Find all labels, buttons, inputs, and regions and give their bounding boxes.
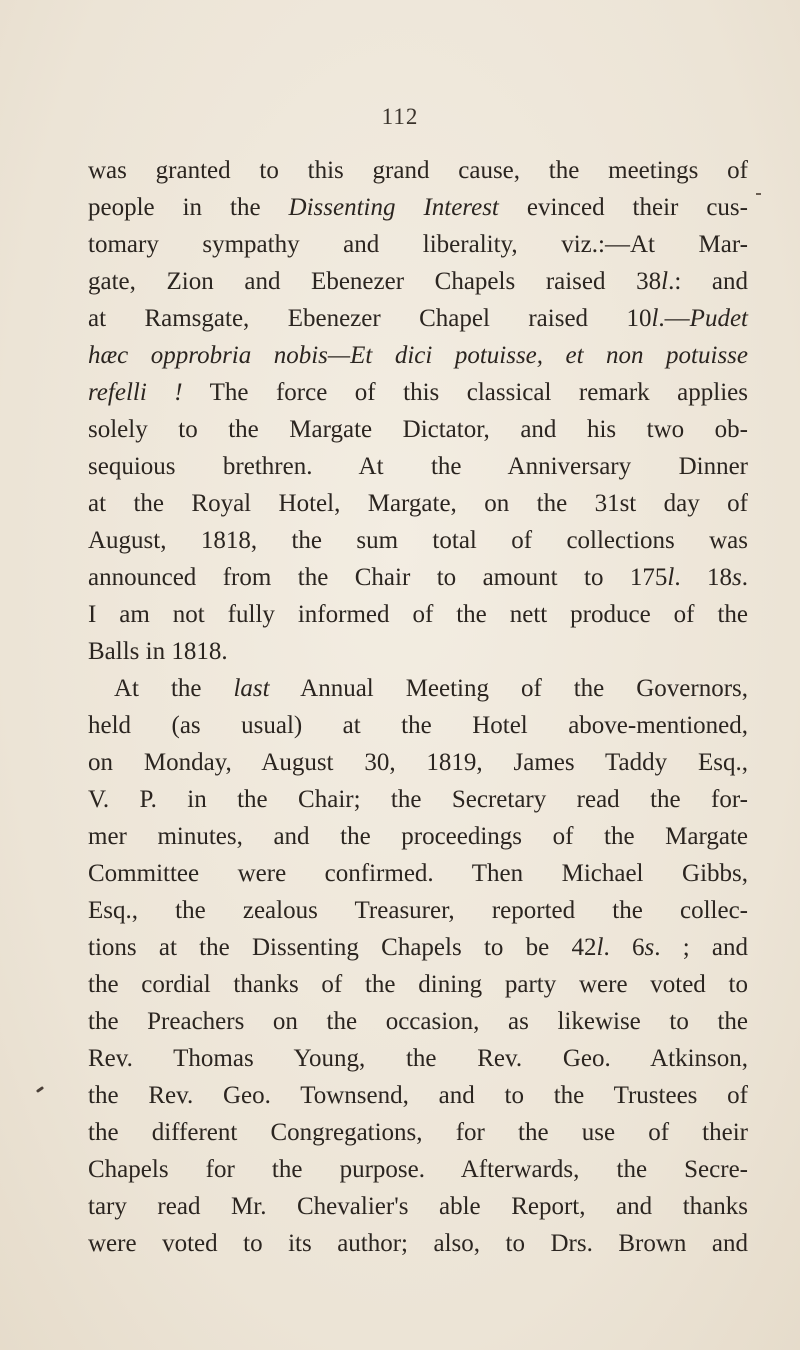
- text-segment: .: and: [668, 268, 749, 295]
- text-segment: Dissenting Interest: [288, 194, 499, 221]
- text-line: [88, 374, 748, 411]
- text-segment: gate, Zion and Ebenezer Chapels raised 38: [88, 268, 662, 295]
- text-segment: Pudet: [689, 305, 748, 332]
- text-line: [88, 1225, 748, 1262]
- text-segment: Rev. Thomas Young, the Rev. Geo. Atkinson,: [88, 1045, 748, 1072]
- text-segment: V. P. in the Chair; the Secretary read the for-: [88, 786, 748, 813]
- text-segment: the Preachers on the occasion, as likewise to the: [88, 1008, 748, 1035]
- text-line: [88, 337, 748, 374]
- margin-mark: [36, 1086, 44, 1093]
- text-segment: . 6: [603, 934, 645, 961]
- text-line: [88, 448, 748, 485]
- text-line: [88, 818, 748, 855]
- text-line: [88, 559, 748, 596]
- text-segment: Balls in 1818.: [88, 638, 228, 665]
- text-segment: tions at the Dissenting Chapels to be 42: [88, 934, 597, 961]
- text-segment: tary read Mr. Chevalier's able Report, and thanks: [88, 1193, 748, 1220]
- text-segment: the different Congregations, for the use of their: [88, 1119, 748, 1146]
- text-segment: the cordial thanks of the dining party were voted to: [88, 971, 748, 998]
- text-segment: announced from the Chair to amount to 175: [88, 564, 668, 591]
- text-line: [88, 670, 748, 707]
- text-segment: refelli !: [88, 379, 183, 406]
- text-line: [88, 744, 748, 781]
- text-segment: Committee were confirmed. Then Michael Gibbs,: [88, 860, 748, 887]
- text-segment: Annual Meeting of the Governors,: [269, 675, 748, 702]
- text-segment: last: [233, 675, 270, 702]
- text-segment: at Ramsgate, Ebenezer Chapel raised 10: [88, 305, 652, 332]
- text-segment: August, 1818, the sum total of collections was: [88, 527, 748, 554]
- text-segment: was granted to this grand cause, the meetings of: [88, 157, 748, 184]
- text-segment: sequious brethren. At the Anniversary Dinner: [88, 453, 748, 480]
- text-segment: Chapels for the purpose. Afterwards, the Secre-: [88, 1156, 748, 1183]
- text-segment: l: [661, 268, 669, 295]
- text-segment: people in the: [88, 194, 289, 221]
- text-segment: solely to the Margate Dictator, and his two ob-: [88, 416, 748, 443]
- text-line: [88, 1077, 748, 1114]
- text-line: [88, 485, 748, 522]
- text-segment: . ; and: [654, 934, 749, 961]
- text-segment: at the Royal Hotel, Margate, on the 31st day of: [88, 490, 748, 517]
- body-text: [88, 152, 748, 1262]
- text-segment: on Monday, August 30, 1819, James Taddy Esq.,: [88, 749, 748, 776]
- text-line: [88, 152, 748, 189]
- text-segment: l: [651, 305, 659, 332]
- page-number: 112: [381, 104, 419, 129]
- text-segment: were voted to its author; also, to Drs. Brown and: [88, 1230, 748, 1257]
- text-segment: held (as usual) at the Hotel above-mentioned,: [88, 712, 748, 739]
- text-segment: tomary sympathy and liberality, viz.:—At Mar-: [88, 231, 748, 258]
- text-line: [88, 1151, 748, 1188]
- text-line: [88, 1188, 748, 1225]
- text-line: [88, 855, 748, 892]
- text-segment: Esq., the zealous Treasurer, reported the collec-: [88, 897, 748, 924]
- text-line: [88, 189, 748, 226]
- text-line: [88, 781, 748, 818]
- text-segment: evinced their cus-: [498, 194, 748, 221]
- text-segment: I am not fully informed of the nett produce of the: [88, 601, 748, 628]
- text-line: [88, 226, 748, 263]
- text-line: [88, 263, 748, 300]
- text-line: [88, 892, 748, 929]
- text-segment: hæc opprobria nobis—Et dici potuisse, et non potuisse: [88, 342, 748, 369]
- text-line: [88, 929, 748, 966]
- text-line: [88, 1114, 748, 1151]
- text-line: [88, 596, 748, 633]
- text-line: [88, 633, 748, 670]
- text-segment: .—: [658, 305, 690, 332]
- text-line: [88, 300, 748, 337]
- text-segment: the Rev. Geo. Townsend, and to the Trustees of: [88, 1082, 748, 1109]
- text-segment: l: [667, 564, 675, 591]
- text-line: [88, 966, 748, 1003]
- text-segment: The force of this classical remark applies: [182, 379, 748, 406]
- text-line: [88, 707, 748, 744]
- text-segment: .: [741, 564, 748, 591]
- text-line: [88, 522, 748, 559]
- text-line: [88, 411, 748, 448]
- text-segment: s: [644, 934, 655, 961]
- margin-mark: [756, 193, 761, 195]
- text-line: [88, 1003, 748, 1040]
- text-segment: . 18: [674, 564, 733, 591]
- text-segment: mer minutes, and the proceedings of the Margate: [88, 823, 748, 850]
- text-line: [88, 1040, 748, 1077]
- text-segment: s: [732, 564, 742, 591]
- text-segment: At the: [114, 675, 234, 702]
- text-segment: l: [596, 934, 604, 961]
